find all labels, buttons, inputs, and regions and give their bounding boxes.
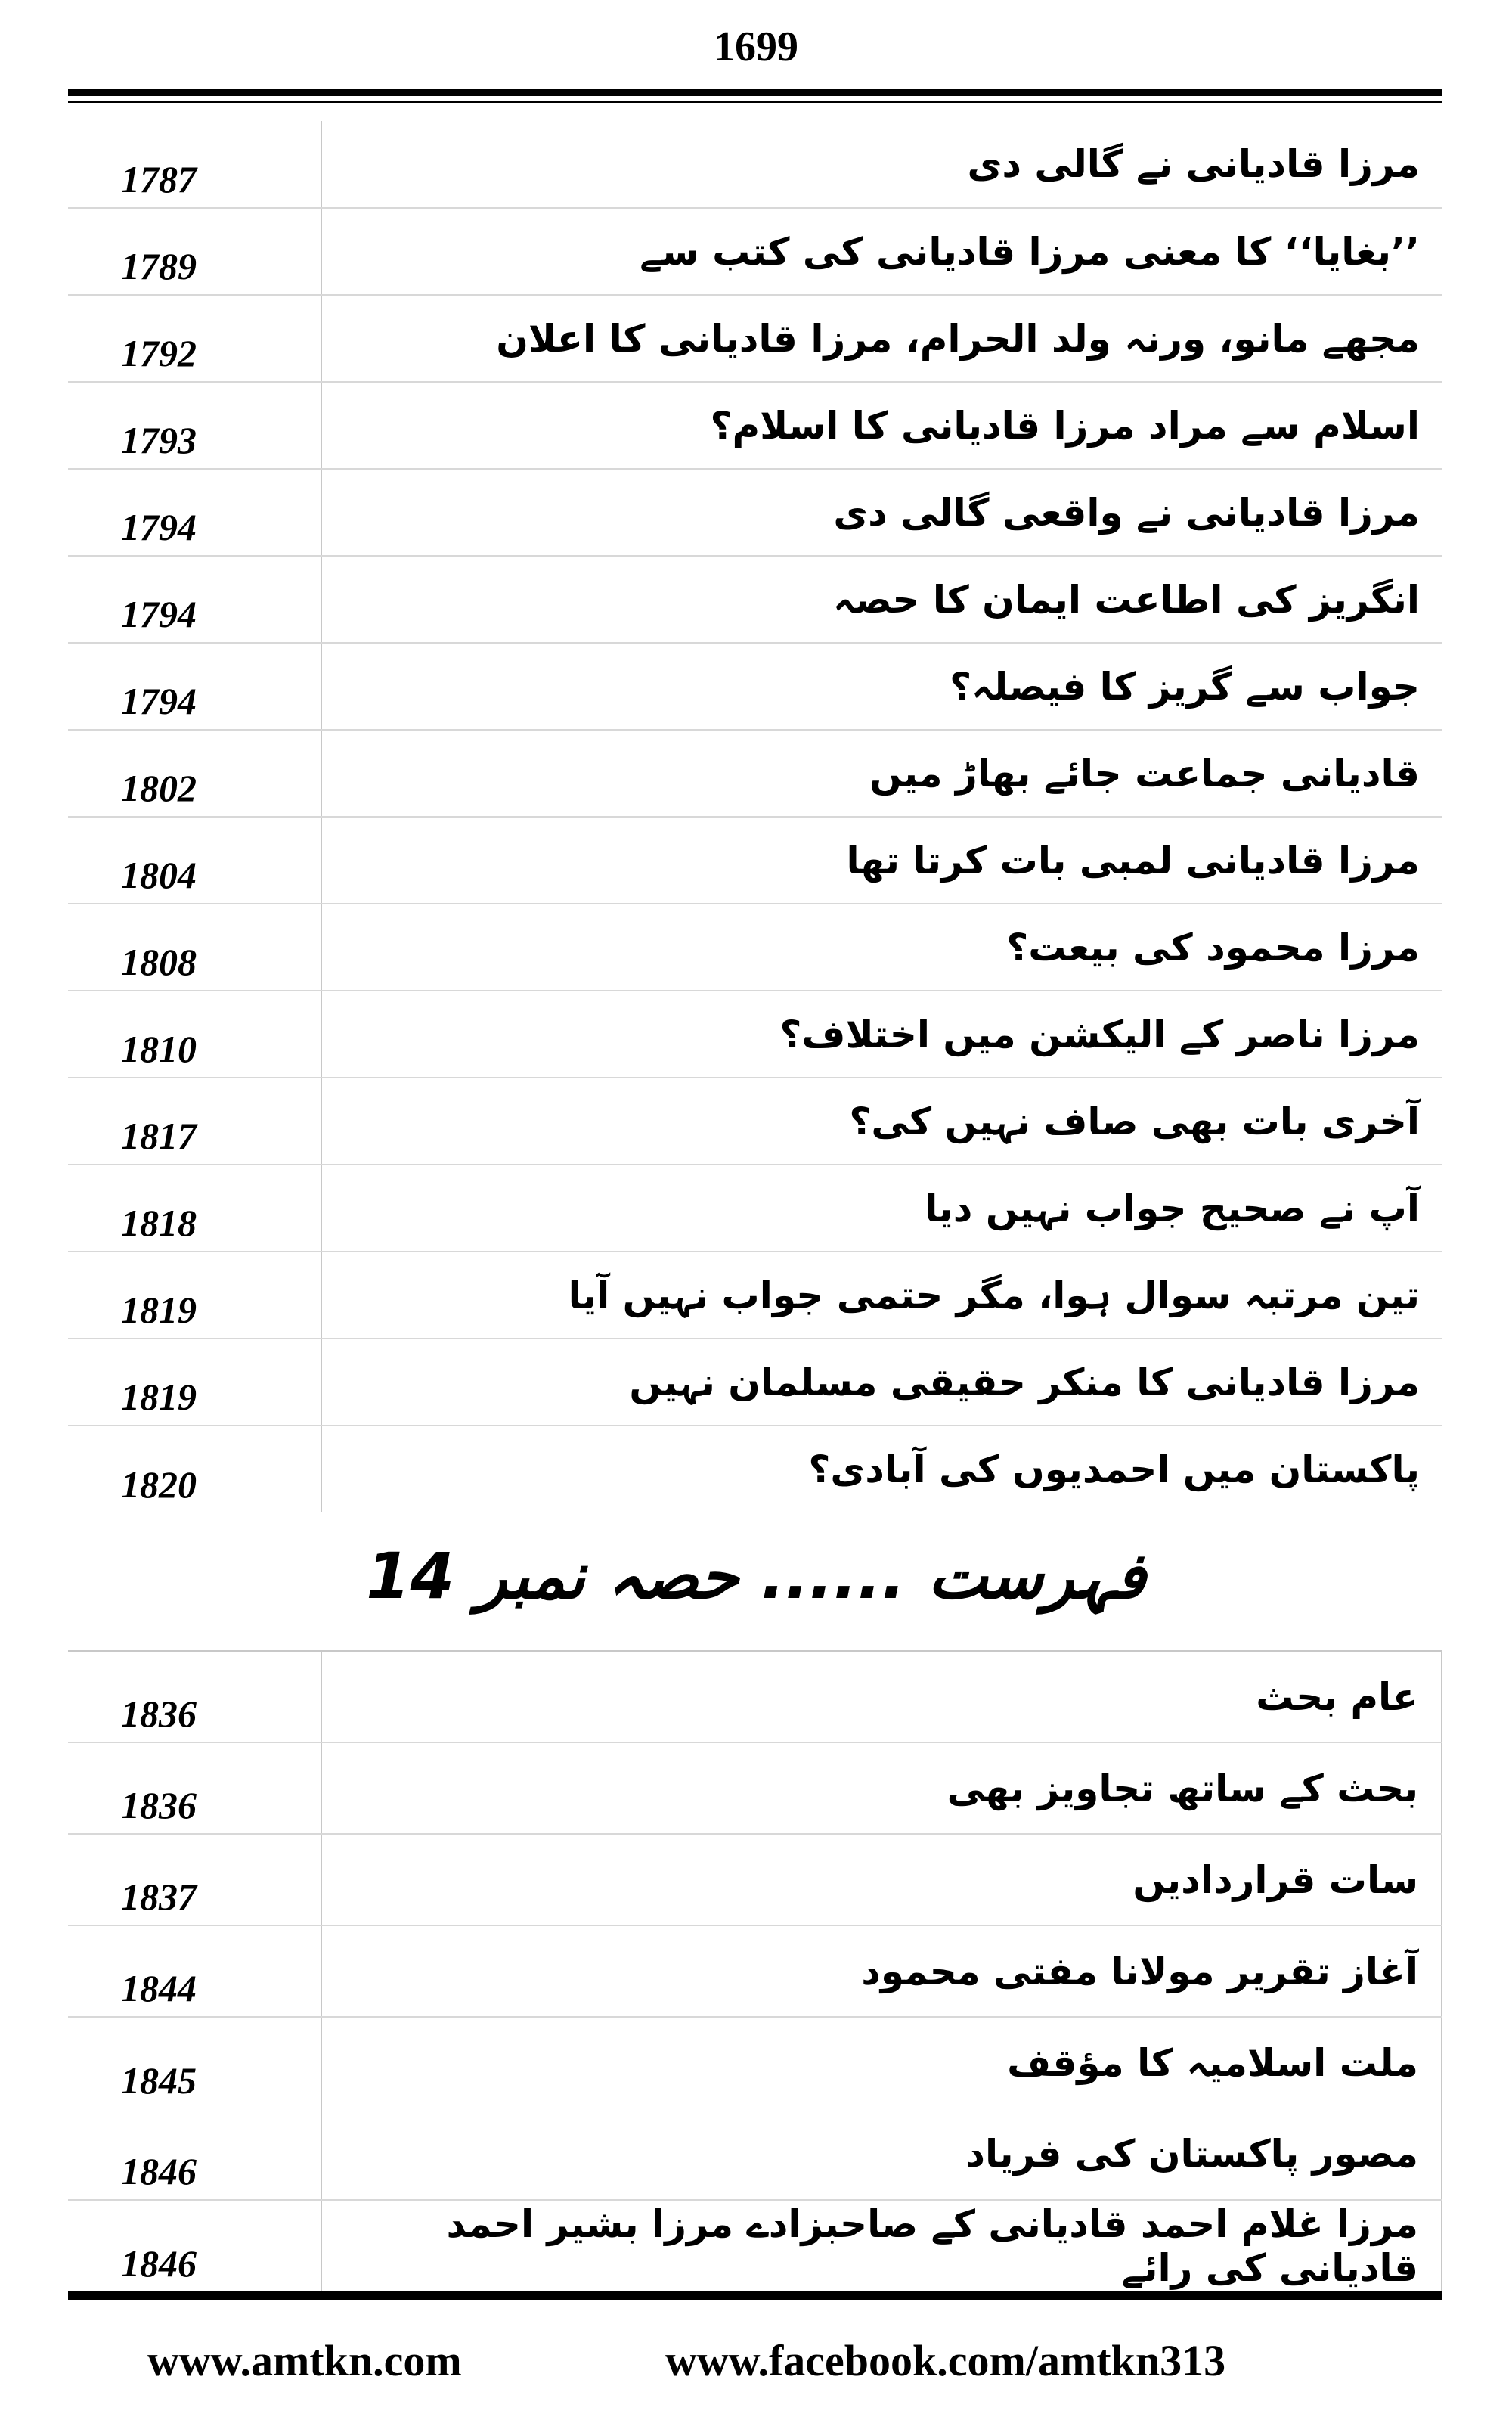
toc-entry-title: ملت اسلامیہ کا مؤقف [1007,2041,1418,2085]
toc-page-number: 1836 [68,1651,321,1742]
toc-page-number: 1844 [68,1925,321,2017]
toc-page-number: 1789 [68,208,321,295]
toc-entry-title: پاکستان میں احمدیوں کی آبادی؟ [808,1447,1420,1491]
toc-page-number: 1818 [68,1165,321,1252]
toc-page-number: 1837 [68,1834,321,1925]
toc-entry-title: سات قراردادیں [321,1834,1442,1925]
toc-entry-title: انگریز کی اطاعت ایمان کا حصہ [321,556,1442,643]
toc-page-number: 1794 [68,643,321,730]
toc-row[interactable] [68,2108,1442,2200]
toc-entry-title: تین مرتبہ سوال ہوا، مگر حتمی جواب نہیں آیا [321,1252,1442,1339]
toc-row[interactable] [68,991,1442,1078]
toc-entry-title: بحث کے ساتھ تجاویز بھی [321,1742,1442,1834]
toc-table-part13 [68,121,1442,1512]
toc-page-number: 1792 [68,295,321,382]
toc-row[interactable] [68,643,1442,730]
toc-row[interactable] [68,556,1442,643]
toc-entry-title: ’’بغایا‘‘ کا معنی مرزا قادیانی کی کتب سے [321,208,1442,295]
toc-page-number: 1808 [68,904,321,991]
toc-page-number: 1802 [68,730,321,817]
footer-facebook-link[interactable]: www.facebook.com/amtkn313 [665,2336,1226,2385]
toc-row[interactable] [68,2200,1442,2291]
toc-page-number: 1794 [68,556,321,643]
toc-row[interactable] [68,469,1442,556]
toc-row[interactable] [68,1426,1442,1512]
footer-website-link[interactable]: www.amtkn.com [147,2336,462,2385]
toc-entry-title: مرزا قادیانی نے واقعی گالی دی [321,469,1442,556]
toc-entry-title: مرزا قادیانی لمبی بات کرتا تھا [321,817,1442,904]
toc-entry-title: آخری بات بھی صاف نہیں کی؟ [321,1078,1442,1165]
toc-row[interactable] [68,295,1442,382]
toc-row[interactable] [68,730,1442,817]
toc-row[interactable] [68,1834,1442,1925]
toc-entry-title: مرزا قادیانی نے گالی دی [321,121,1442,208]
toc-row[interactable] [68,904,1442,991]
section-heading: فہرست ...... حصہ نمبر 14 [366,1539,1146,1613]
toc-page-number: 1804 [68,817,321,904]
toc-row[interactable] [68,1252,1442,1339]
toc-page-number: 1846 [68,2108,321,2200]
toc-entry-title: مرزا ناصر کے الیکشن میں اختلاف؟ [321,991,1442,1078]
toc-row[interactable] [68,1925,1442,2017]
header-rule-thick [68,89,1442,96]
toc-page-number: 1817 [68,1078,321,1165]
toc-entry-title: اسلام سے مراد مرزا قادیانی کا اسلام؟ [321,382,1442,469]
page-number: 1699 [714,23,798,70]
toc-row[interactable] [68,208,1442,295]
toc-row[interactable] [68,1078,1442,1165]
toc-row[interactable] [68,121,1442,208]
toc-table-part14 [68,1650,1442,2291]
toc-page-number: 1845 [68,2017,321,2108]
toc-entry-title: مرزا قادیانی کا منکر حقیقی مسلمان نہیں [321,1339,1442,1426]
toc-entry-title: آغاز تقریر مولانا مفتی محمود [321,1925,1442,2017]
header-rule-thin [68,101,1442,103]
toc-entry-title: مصور پاکستان کی فریاد [321,2108,1442,2200]
toc-entry-title: آپ نے صحیح جواب نہیں دیا [321,1165,1442,1252]
toc-entry-title: مرزا غلام احمد قادیانی کے صاحبزادے مرزا بشیر احمد قادیانی کی رائے [446,2202,1418,2290]
toc-row[interactable] [68,1742,1442,1834]
toc-row[interactable] [68,1165,1442,1252]
toc-page-number: 1787 [68,121,321,208]
toc-page-number: 1819 [68,1339,321,1426]
toc-row[interactable] [68,382,1442,469]
toc-page-number: 1794 [68,469,321,556]
toc-page-number: 1846 [68,2200,321,2291]
toc-page-number: 1793 [68,382,321,469]
toc-entry-title: مجھے مانو، ورنہ ولد الحرام، مرزا قادیانی کا اعلان [321,295,1442,382]
footer-rule [68,2291,1442,2300]
toc-page-number: 1819 [68,1252,321,1339]
toc-entry-title: عام بحث [321,1651,1442,1742]
toc-page-number: 1810 [68,991,321,1078]
toc-entry-title: قادیانی جماعت جائے بھاڑ میں [321,730,1442,817]
toc-row[interactable] [68,1339,1442,1426]
toc-row[interactable] [68,1651,1442,1742]
toc-row[interactable] [68,2017,1442,2108]
toc-entry-title: مرزا محمود کی بیعت؟ [321,904,1442,991]
toc-page-number: 1836 [68,1742,321,1834]
toc-entry-title: جواب سے گریز کا فیصلہ؟ [321,643,1442,730]
toc-page-number: 1820 [68,1426,321,1512]
toc-row[interactable] [68,817,1442,904]
